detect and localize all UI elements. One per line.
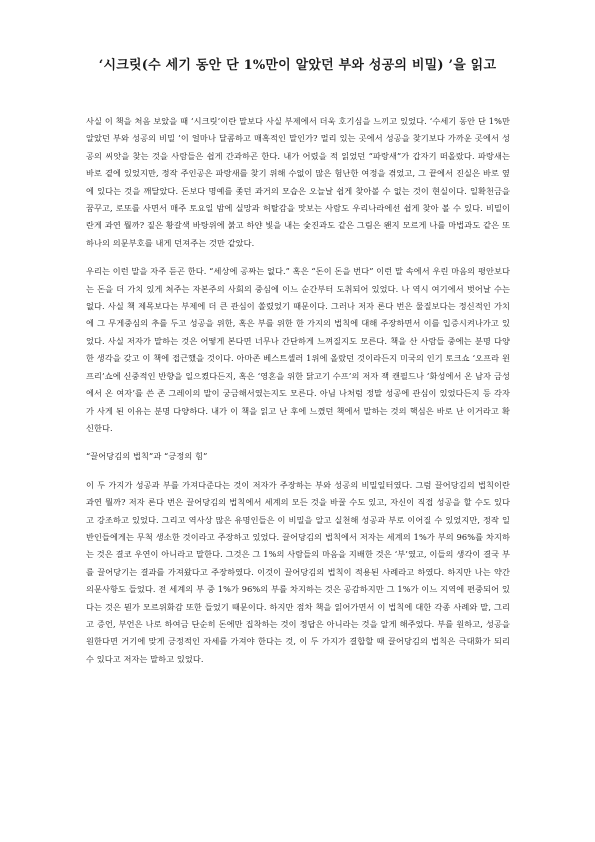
document-title: ‘시크릿(수 세기 동안 단 1%만이 알았던 부와 성공의 비밀) ’을 읽고 (98, 58, 497, 73)
paragraph-intro: 사실 이 책을 처음 보았을 때 ‘시크릿’이란 말보다 사실 부제에서 더욱 호기심을 느끼고 있었다. ‘수세기 동안 단 1%만 알았던 부와 성공의 비밀 ’이 얼마나 달콤하고 매혹적인 말인가? 멀리 있는 곳에서 성공을 찾기보다 가까운 곳에서 성공의 씨앗을 찾는 것을 사람들은 쉽게 간과하곤 한다. 내가 어렸을 적 읽었던 “파랑새”가 갑자기 떠올랐다. 파랑새는 바로 곁에 있었지만, 정작 주인공은 파랑새를 찾기 위해 수없이 많은 험난한 여정을 겪었고, 그 끝에서 진실은 바로 옆에 있다는 것을 깨달았다. 돈보다 명예를 좇던 과거의 모습은 오늘날 쉽게 찾아볼 수 없는 것이 현실이다. 일확천금을 꿈꾸고, 로또를 사면서 매주 토요일 밤에 실망과 허탈감을 맛보는 사람도 우리나라에선 쉽게 찾아 볼 수 있다. 비밀이란게 과연 뭘까? 짙은 황갈색 바탕위에 붉고 하얀 빛을 내는 숯진과도 같은 그림은 왠지 모르게 나를 마법과도 같은 또 하나의 의문부호를 내게 던져주는 것만 같았다. (86, 116, 510, 248)
paragraph-law-of-attraction: 이 두 가지가 성공과 부를 가져다준다는 것이 저자가 주장하는 부와 성공의 비밀일터였다. 그럼 끌어당김의 법칙이란 과연 뭘까? 저자 론다 번은 끌어당김의 법칙에서 세계의 모든 것을 바꿀 수도 있고, 자신이 직접 성공을 할 수도 있다고 강조하고 있었다. 그리고 역사상 많은 유명인들은 이 비밀을 알고 실천해 성공과 부로 이어질 수 있었지만, 정작 일반인들에게는 무척 생소한 것이라고 주장하고 있었다. 끌어당김의 법칙에서 저자는 세계의 1%가 부의 96%를 차지하는 것은 결코 우연이 아니라고 말한다. 그것은 그 1%의 사람들의 마음을 지배한 것은 ‘부’였고, 이들의 생각이 결국 부를 끌어당기는 결과를 가져왔다고 주장하였다. 이것이 끌어당김의 법칙이 적용된 사례라고 하였다. 하지만 나는 약간 의문사항도 들었다. 전 세계의 부 중 1%가 96%의 부를 차지하는 것은 공감하지만 그 1%가 이느 지역에 편중되어 있다는 것은 뭔가 모르위화감 또한 들었기 때문이다. 하지만 점차 책을 읽어가면서 이 법칙에 대한 각종 사례와 말, 그리고 증언, 부언은 나로 하여금 단순히 돈에만 집착하는 것이 정답은 아니라는 것을 알게 해주었다. 부를 원하고, 성공을 원한다면 거기에 맞게 긍정적인 자세를 가져야 한다는 것, 이 두 가지가 결합할 때 끌어당김의 법칙은 극대화가 되리 수 있다고 저자는 말하고 있었다. (86, 479, 510, 664)
section-heading: “끌어당김의 법칙”과 “긍정의 힘” (86, 451, 208, 462)
paragraph-money: 우리는 이런 말을 자주 듣곤 한다. “세상에 공짜는 없다.” 혹은 “돈이 돈을 번다” 이런 말 속에서 우린 마음의 평안보다는 돈을 더 가치 있게 쳐주는 자본주의 사회의 중심에 이느 순간부터 도취되어 있었다. 나 역시 여기에서 벗어날 수는 없다. 사실 책 제목보다는 부제에 더 큰 관심이 쏠렸었기 때문이다. 그러나 저자 론다 번은 물질보다는 정신적인 가치에 그 무게중심의 추를 두고 성공을 위한, 혹은 부를 위한 한 가지의 법칙에 대해 주장하면서 이를 입증시켜나가고 있었다. 사실 저자가 말하는 것은 어떻게 본다면 너무나 간단하게 느껴질지도 모른다. 책을 산 사람들 중에는 분명 다양한 생각을 갖고 이 책에 접근했을 것이다. 아마존 베스트셀러 1위에 올랐던 것이라든지 미국의 인기 토크쇼 ‘오프라 윈프리’쇼에 신중적인 반향을 일으켰다든지, 혹은 ‘영혼을 위한 닭고기 수프’의 저자 잭 캔필드나 ‘화성에서 온 남자 금성에서 온 여자’를 쓴 존 그레이의 말이 궁금해서였는지도 모른다. 아님 나처럼 정말 성공에 관심이 있었다든지 등 각자가 사게 된 이유는 분명 다양하다. 내가 이 책을 읽고 난 후에 느꼈던 책에서 말하는 것의 핵심은 바로 난 이거라고 확신한다. (86, 266, 510, 433)
document-body (86, 113, 510, 679)
